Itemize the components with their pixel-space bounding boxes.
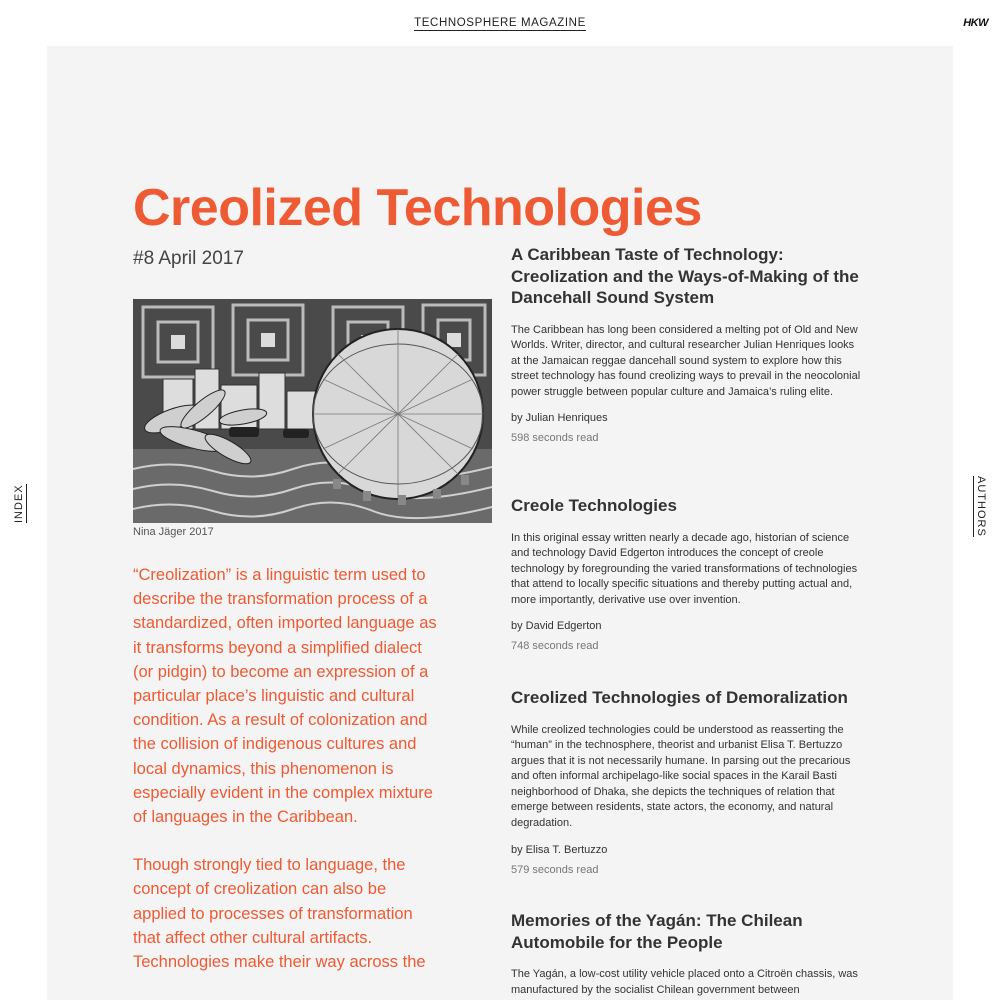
authors-nav-label: AUTHORS — [975, 476, 987, 537]
image-caption: Nina Jäger 2017 — [133, 526, 214, 538]
article-read-time: 748 seconds read — [511, 640, 599, 653]
article-item[interactable] — [511, 495, 866, 652]
article-title[interactable]: Creole Technologies — [511, 496, 677, 515]
article-item[interactable] — [511, 687, 866, 876]
issue-title: Creolized Technologies — [133, 179, 702, 237]
issue-intro — [133, 563, 438, 998]
article-byline[interactable]: by David Edgerton — [511, 620, 602, 633]
article-summary: While creolized technologies could be understood as reasserting the “human” in the technosphere, theorist and urbanist Elisa T. Bertuzzo argues that it is not necessarily humane. In parsing out the precarious and often informal archipelago-like social spaces in the Karail Basti neighborhood of Dhaka, she depicts the techniques of relation that emerge between residents, state actors, the economy, and natural degradation. — [511, 723, 851, 830]
site-title — [0, 17, 1000, 29]
article-read-time: 579 seconds read — [511, 863, 599, 876]
article-title[interactable]: Memories of the Yagán: The Chilean Automobile for the People — [511, 911, 803, 952]
index-nav-link[interactable] — [13, 484, 25, 523]
issue-image — [133, 299, 492, 523]
article-summary: The Caribbean has long been considered a melting pot of Old and New Worlds. Writer, director, and cultural researcher Julian Henriques looks at the Jamaican reggae dancehall sound system to explore how this street technology has found creolizing ways to prevail in the neocolonial power struggle between popular culture and Jamaica’s ruling elite. — [511, 323, 861, 398]
article-item[interactable] — [511, 910, 866, 998]
site-title-link[interactable]: TECHNOSPHERE MAGAZINE — [414, 17, 586, 29]
article-title[interactable]: Creolized Technologies of Demoralization — [511, 688, 848, 707]
article-read-time: 598 seconds read — [511, 432, 599, 445]
intro-paragraph: Though strongly tied to language, the concept of creolization can also be applied to processes of transformation that affect other cultural artifacts. Technologies make their way across the — [133, 856, 426, 972]
article-title[interactable]: A Caribbean Taste of Technology: Creolization and the Ways-of-Making of the Dancehall Sound System — [511, 245, 859, 307]
article-summary: The Yagán, a low-cost utility vehicle placed onto a Citroën chassis, was manufactured by the socialist Chilean government between — [511, 968, 858, 996]
article-item[interactable] — [511, 244, 866, 444]
article-summary: In this original essay written nearly a decade ago, historian of science and technology David Edgerton introduces the concept of creole technology by foregrounding the varied transformations of technologies that attend to locally specific situations and thereby putting actual and, more importantly, derivative use over invention. — [511, 531, 858, 606]
index-nav-label: INDEX — [13, 484, 25, 523]
hkw-logo[interactable]: HKW — [963, 17, 988, 29]
intro-paragraph: “Creolization” is a linguistic term used to describe the transformation process of a standardized, often imported language as it transforms beyond a simplified dialect (or pidgin) to become an expression of a particular place’s linguistic and cultural condition. As a result of colonization and the collision of indigenous cultures and local dynamics, this phenomenon is especially evident in the complex mixture of languages in the Caribbean. — [133, 566, 437, 827]
article-byline[interactable]: by Julian Henriques — [511, 412, 608, 425]
issue-number: #8 April 2017 — [133, 248, 244, 269]
authors-nav-link[interactable] — [975, 476, 987, 537]
article-byline[interactable]: by Elisa T. Bertuzzo — [511, 843, 608, 856]
top-bar — [0, 0, 1000, 46]
